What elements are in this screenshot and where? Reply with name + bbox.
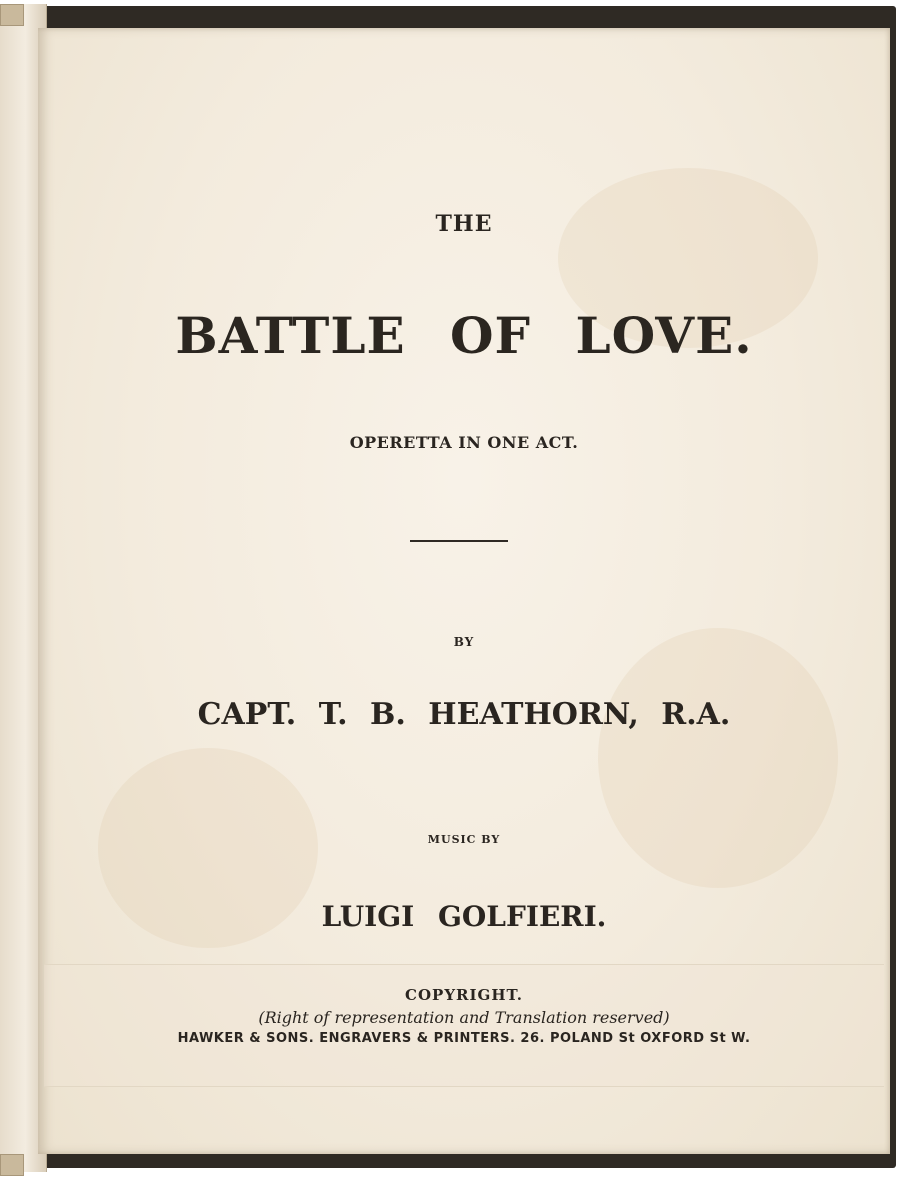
paper-stain — [598, 628, 838, 888]
by-label: BY — [453, 635, 475, 649]
title-page — [38, 28, 890, 1154]
spine-tab-top — [0, 4, 24, 26]
rights-notice: (Right of representation and Translation reserved) — [258, 1008, 670, 1027]
spine-tab-bottom — [0, 1154, 24, 1176]
subtitle: OPERETTA IN ONE ACT. — [349, 433, 579, 452]
title-article: THE — [435, 211, 493, 237]
music-by-label: MUSIC BY — [427, 833, 501, 846]
author-name: CAPT. T. B. HEATHORN, R.A. — [197, 697, 731, 732]
book-title: BATTLE OF LOVE. — [175, 306, 753, 365]
divider-rule — [410, 540, 508, 542]
composer-name: LUIGI GOLFIERI. — [321, 900, 607, 933]
printer-imprint: HAWKER & SONS. ENGRAVERS & PRINTERS. 26. POLAND St OXFORD St W. — [177, 1031, 751, 1046]
copyright-label: COPYRIGHT. — [405, 986, 523, 1004]
